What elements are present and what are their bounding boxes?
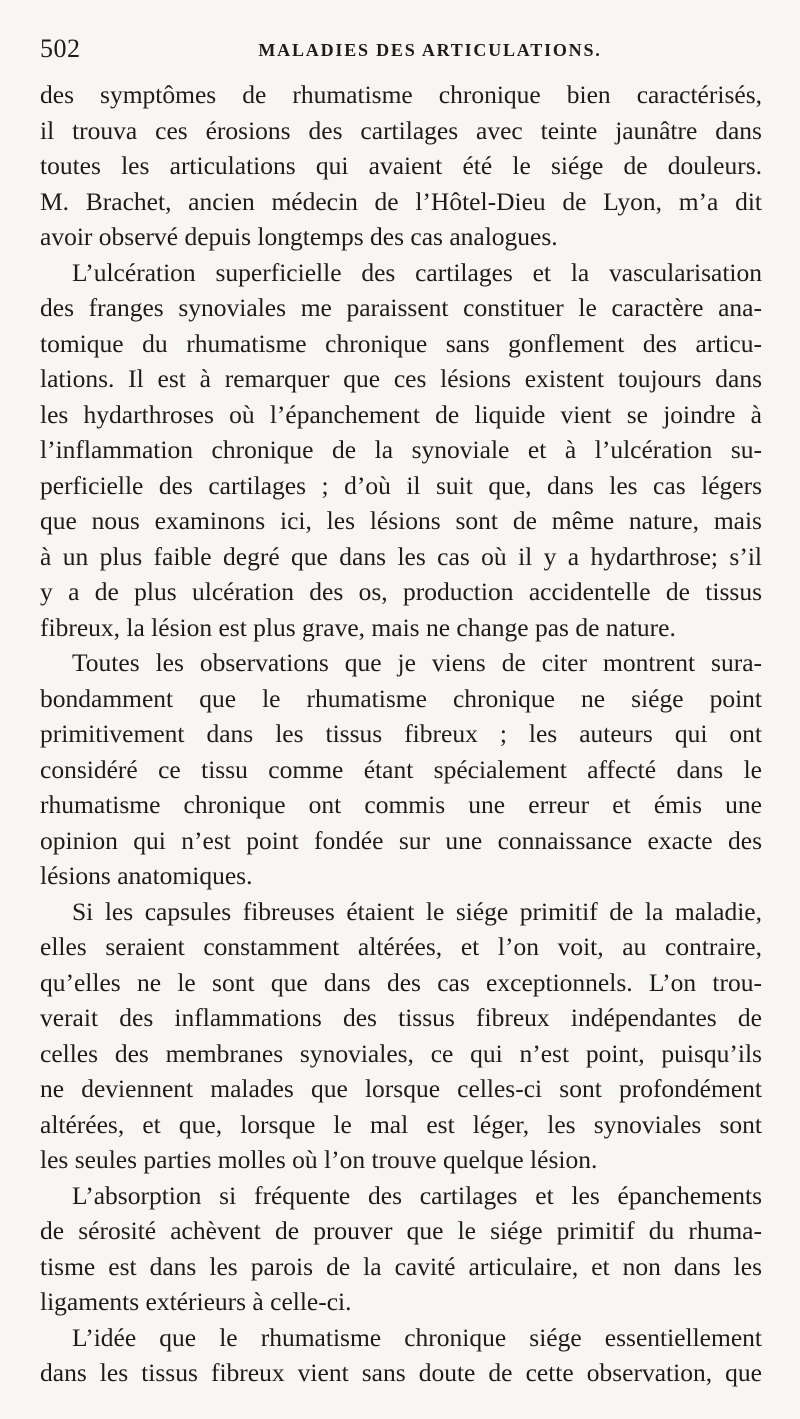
paragraph [40, 645, 762, 894]
text-line: les seules parties molles où l’on trouve quelque lésion. [40, 1145, 598, 1174]
text-line: à un plus faible degré que dans les cas où il y a hydarthrose; s’il [40, 541, 762, 571]
text-line: Toutes les observations que je viens de citer montrent sura- [72, 648, 762, 677]
text-line: Si les capsules fibreuses étaient le siége primitif de la maladie, [72, 896, 762, 926]
body-text [40, 77, 762, 1391]
text-line: primitivement dans les tissus fibreux ; les auteurs qui ont [40, 719, 762, 748]
text-line: des franges synoviales me paraissent constituer le caractère ana- [40, 293, 762, 322]
text-line: lésions anatomiques. [40, 861, 253, 890]
text-line: opinion qui n’est point fondée sur une connaissance exacte des [40, 825, 762, 855]
text-line: qu’elles ne le sont que dans des cas exceptionnels. L’on trou- [40, 967, 762, 997]
text-line: celles des membranes synoviales, ce qui n’est point, puisqu’ils [40, 1038, 762, 1068]
page-number: 502 [40, 34, 81, 63]
text-line: dans les tissus fibreux vient sans doute de cette observation, que [40, 1358, 762, 1387]
paragraph [40, 1320, 762, 1391]
paragraph [40, 255, 762, 646]
text-line: L’absorption si fréquente des cartilages et les épanchements [72, 1180, 762, 1210]
text-line: M. Brachet, ancien médecin de l’Hôtel-Dieu de Lyon, m’a dit [40, 186, 762, 216]
text-line: L’ulcération superficielle des cartilages et la vascularisation [72, 257, 762, 287]
text-line: que nous examinons ici, les lésions sont de même nature, mais [40, 506, 762, 535]
paragraph [40, 77, 762, 255]
text-line: bondamment que le rhumatisme chronique ne siége point [40, 683, 762, 713]
page-header [38, 30, 762, 70]
text-line: toutes les articulations qui avaient été le siége de douleurs. [40, 151, 762, 180]
text-line: considéré ce tissu comme étant spécialement affecté dans le [40, 754, 762, 784]
text-line: L’idée que le rhumatisme chronique siége essentiellement [72, 1322, 762, 1352]
text-line: ne deviennent malades que lorsque celles-ci sont profondément [40, 1074, 762, 1103]
paragraph [40, 1178, 762, 1320]
text-line: il trouva ces érosions des cartilages avec teinte jaunâtre dans [40, 115, 762, 145]
text-line: tomique du rhumatisme chronique sans gonflement des articu- [40, 328, 762, 358]
text-line: des symptômes de rhumatisme chronique bien caractérisés, [40, 80, 762, 109]
text-line: de sérosité achèvent de prouver que le siége primitif du rhuma- [40, 1216, 762, 1245]
text-line: verait des inflammations des tissus fibreux indépendantes de [40, 1003, 762, 1032]
text-line: avoir observé depuis longtemps des cas analogues. [40, 222, 558, 251]
text-line: elles seraient constamment altérées, et l’on voit, au contraire, [40, 932, 762, 961]
text-line: l’inflammation chronique de la synoviale et à l’ulcération su- [40, 435, 762, 464]
text-line: perficielle des cartilages ; d’où il suit que, dans les cas légers [40, 470, 762, 500]
text-line: y a de plus ulcération des os, production accidentelle de tissus [40, 577, 762, 606]
text-line: fibreux, la lésion est plus grave, mais ne change pas de nature. [40, 612, 676, 642]
text-line: altérées, et que, lorsque le mal est léger, les synoviales sont [40, 1109, 762, 1139]
text-line: rhumatisme chronique ont commis une erreur et émis une [40, 790, 762, 819]
text-line: ligaments extérieurs à celle-ci. [40, 1287, 352, 1316]
text-line: les hydarthroses où l’épanchement de liquide vient se joindre à [40, 399, 762, 429]
text-line: tisme est dans les parois de la cavité articulaire, et non dans les [40, 1251, 762, 1281]
paragraph [40, 894, 762, 1178]
text-line: lations. Il est à remarquer que ces lésions existent toujours dans [40, 364, 762, 393]
running-title: MALADIES DES ARTICULATIONS. [258, 40, 602, 60]
